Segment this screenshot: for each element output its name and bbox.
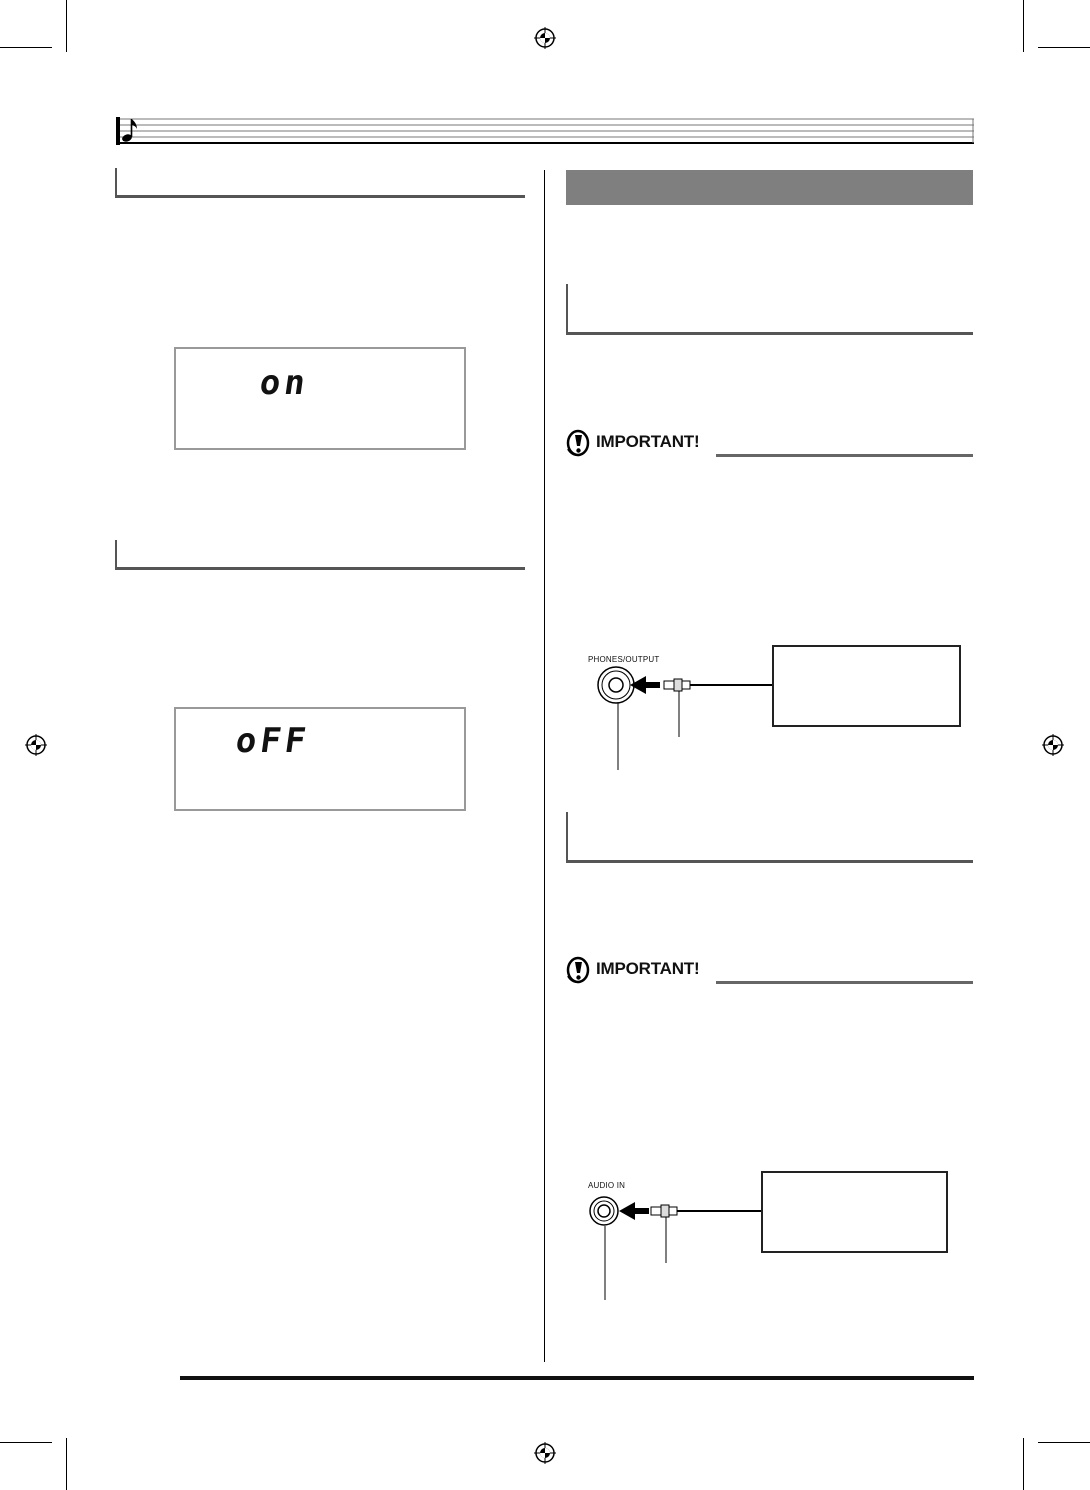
important-label: IMPORTANT! — [596, 959, 700, 978]
important-notice — [566, 431, 973, 457]
arrow-left-icon — [630, 676, 660, 694]
lcd-display — [174, 347, 466, 450]
lcd-display — [174, 707, 466, 811]
crop-mark — [0, 47, 52, 48]
crop-mark — [1038, 47, 1090, 48]
lcd-readout: on — [257, 363, 312, 403]
chapter-banner — [566, 170, 973, 205]
crop-mark — [1023, 1438, 1024, 1490]
notice-rule — [716, 981, 973, 984]
jack-icon — [590, 1197, 618, 1225]
section-heading-bar — [115, 540, 525, 570]
external-device-box — [761, 1171, 948, 1253]
eighth-note-icon — [120, 117, 142, 143]
plug-icon — [651, 1205, 677, 1217]
music-staff-icon — [116, 117, 974, 145]
crop-mark — [66, 1438, 67, 1490]
section-heading-bar — [115, 168, 525, 198]
crop-mark — [1038, 1442, 1090, 1443]
registration-mark-icon — [25, 734, 47, 756]
arrow-left-icon — [619, 1202, 649, 1220]
important-label: IMPORTANT! — [596, 432, 700, 451]
crop-mark — [1023, 0, 1024, 52]
lcd-readout: oFF — [233, 721, 313, 761]
exclamation-icon — [566, 429, 592, 457]
crop-mark — [66, 0, 67, 52]
section-heading-bar — [566, 812, 973, 863]
notice-rule — [716, 454, 973, 457]
page-footer-rule — [180, 1376, 974, 1380]
jack-icon — [598, 667, 634, 703]
registration-mark-icon — [1042, 734, 1064, 756]
registration-mark-icon — [534, 1442, 556, 1464]
registration-mark-icon — [534, 27, 556, 49]
external-device-box — [772, 645, 961, 727]
exclamation-icon — [566, 956, 592, 984]
plug-icon — [664, 679, 690, 691]
important-notice — [566, 958, 973, 984]
crop-mark — [0, 1442, 52, 1443]
jack-label: PHONES/OUTPUT — [588, 655, 660, 664]
jack-label: AUDIO IN — [588, 1181, 626, 1190]
column-divider — [544, 170, 545, 1362]
section-heading-bar — [566, 284, 973, 335]
